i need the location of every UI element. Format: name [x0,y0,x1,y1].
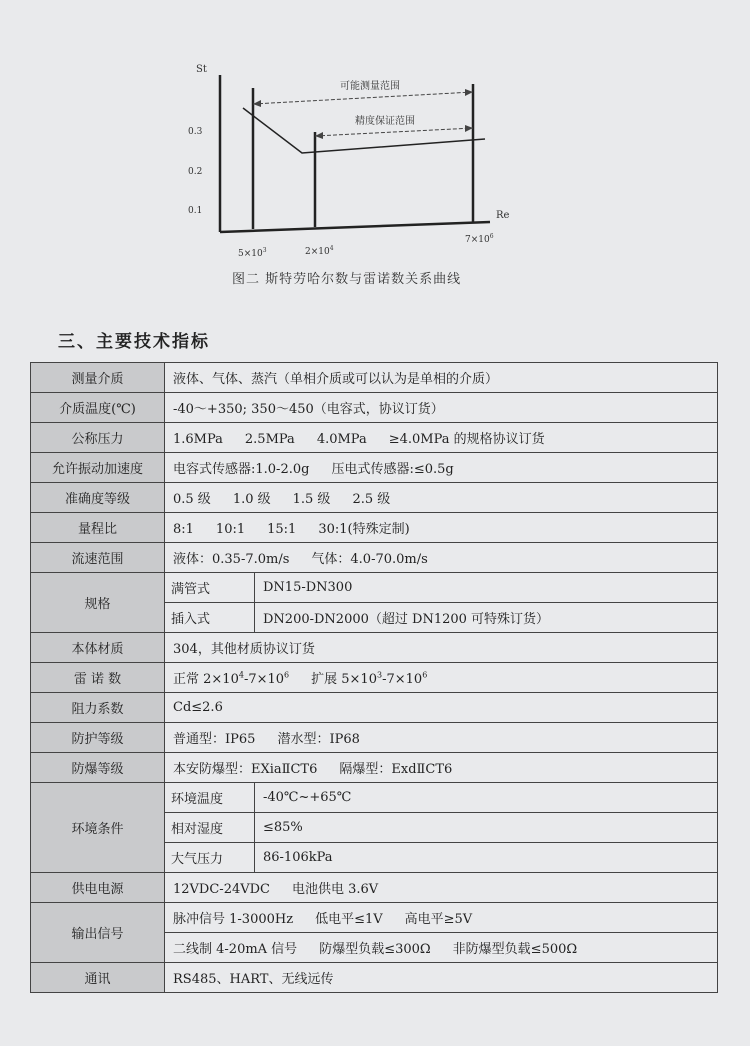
value-item: ≥4.0MPa 的规格协议订货 [388,432,545,447]
section-title: 三、主要技术指标 [58,332,210,352]
value-item: 2.5 级 [352,492,391,507]
table-row [31,543,718,573]
row-value: -40～+350; 350～450（电容式，协议订货） [165,393,718,423]
value-item: 压电式传感器:≤0.5g [331,462,454,477]
row-value: -40℃~+65℃ [255,783,718,813]
table-row [31,363,718,393]
table-row [31,753,718,783]
st-re-curve-chart [0,0,750,300]
row-label: 通讯 [31,963,165,993]
row-label: 本体材质 [31,633,165,663]
value-item: 4.0MPa [316,432,367,447]
value-item: 二线制 4-20mA 信号 [173,942,298,957]
row-value [165,723,718,753]
value-item: 潜水型：IP68 [277,732,360,747]
value-item: 低电平≤1V [315,912,383,927]
sub-label: 相对湿度 [165,813,255,843]
x-axis-label: Re [496,210,510,221]
spec-table [30,362,718,993]
row-value: Cd≤2.6 [165,693,718,723]
reynolds-extended: 扩展 $5\times 10^3-7\times 10^6$ [311,670,428,687]
sub-label: 大气压力 [165,843,255,873]
value-item: 1.5 级 [292,492,331,507]
table-row [31,963,718,993]
row-label: 介质温度(℃) [31,393,165,423]
row-label: 测量介质 [31,363,165,393]
value-item: 1.0 级 [232,492,271,507]
row-value [165,483,718,513]
range-accuracy-label: 精度保证范围 [355,116,415,127]
value-item: 电池供电 3.6V [292,882,379,897]
value-item: 气体：4.0-70.0m/s [311,552,428,567]
value-item: 8:1 [173,522,194,537]
x-tick-label: $5\times 10^3$ [238,247,267,259]
row-label: 防护等级 [31,723,165,753]
reynolds-normal: 正常 $2\times 10^4-7\times 10^6$ [173,670,290,687]
row-value: 86-106kPa [255,843,718,873]
row-value: 液体、气体、蒸汽（单相介质或可以认为是单相的介质） [165,363,718,393]
value-item: 10:1 [215,522,246,537]
row-label: 阻力系数 [31,693,165,723]
row-value: DN15-DN300 [255,573,718,603]
figure-caption: 图二 斯特劳哈尔数与雷诺数关系曲线 [232,272,462,287]
st-curve [243,108,485,153]
row-label: 准确度等级 [31,483,165,513]
value-item: 15:1 [267,522,297,537]
x-axis [220,222,490,232]
x-tick-label: $2\times 10^4$ [305,245,334,257]
row-label: 输出信号 [31,903,165,963]
table-row [31,573,718,603]
row-label: 环境条件 [31,783,165,873]
row-value [165,513,718,543]
x-tick-label: $7\times 10^6$ [465,233,494,245]
row-value: 304，其他材质协议订货 [165,633,718,663]
sub-label: 满管式 [165,573,255,603]
value-item: 非防爆型负载≤500Ω [452,942,578,957]
row-value [165,903,718,933]
row-value [165,663,718,693]
row-value [165,423,718,453]
value-item: 隔爆型：ExdⅡCT6 [339,762,453,777]
row-label: 流速范围 [31,543,165,573]
value-item: 2.5MPa [244,432,295,447]
table-row [31,903,718,933]
sub-label: 插入式 [165,603,255,633]
table-row [31,453,718,483]
value-item: 30:1(特殊定制) [318,522,410,537]
row-label: 防爆等级 [31,753,165,783]
value-item: 12VDC-24VDC [173,882,270,897]
table-row [31,633,718,663]
sub-label: 环境温度 [165,783,255,813]
row-label: 允许振动加速度 [31,453,165,483]
range-possible-arrow [253,92,473,104]
y-axis-label: St [196,64,207,75]
value-item: 普通型：IP65 [173,732,256,747]
value-item: 本安防爆型：EXiaⅡCT6 [173,762,318,777]
y-tick-label: 0.1 [188,206,203,216]
row-value [165,933,718,963]
value-item: 高电平≥5V [404,912,473,927]
row-label: 量程比 [31,513,165,543]
value-item: 液体：0.35-7.0m/s [173,552,290,567]
y-tick-label: 0.3 [188,127,203,137]
row-value: RS485、HART、无线远传 [165,963,718,993]
range-accuracy-arrow [315,128,473,136]
row-label: 雷 诺 数 [31,663,165,693]
value-item: 0.5 级 [173,492,211,507]
table-row [31,513,718,543]
table-row [31,693,718,723]
value-item: 脉冲信号 1-3000Hz [173,912,294,927]
row-label: 公称压力 [31,423,165,453]
value-item: 电容式传感器:1.0-2.0g [173,462,310,477]
table-row [31,873,718,903]
row-label: 供电电源 [31,873,165,903]
table-row [31,783,718,813]
table-row [31,663,718,693]
table-row [31,423,718,453]
table-row [31,723,718,753]
range-possible-label: 可能测量范围 [340,81,400,92]
value-item: 防爆型负载≤300Ω [319,942,431,957]
row-value [165,753,718,783]
table-row [31,483,718,513]
row-value: DN200-DN2000（超过 DN1200 可特殊订货） [255,603,718,633]
value-item: 1.6MPa [173,432,223,447]
row-label: 规格 [31,573,165,633]
y-tick-label: 0.2 [188,167,203,177]
table-row [31,393,718,423]
row-value [165,543,718,573]
row-value [165,873,718,903]
row-value [165,453,718,483]
row-value: ≤85% [255,813,718,843]
